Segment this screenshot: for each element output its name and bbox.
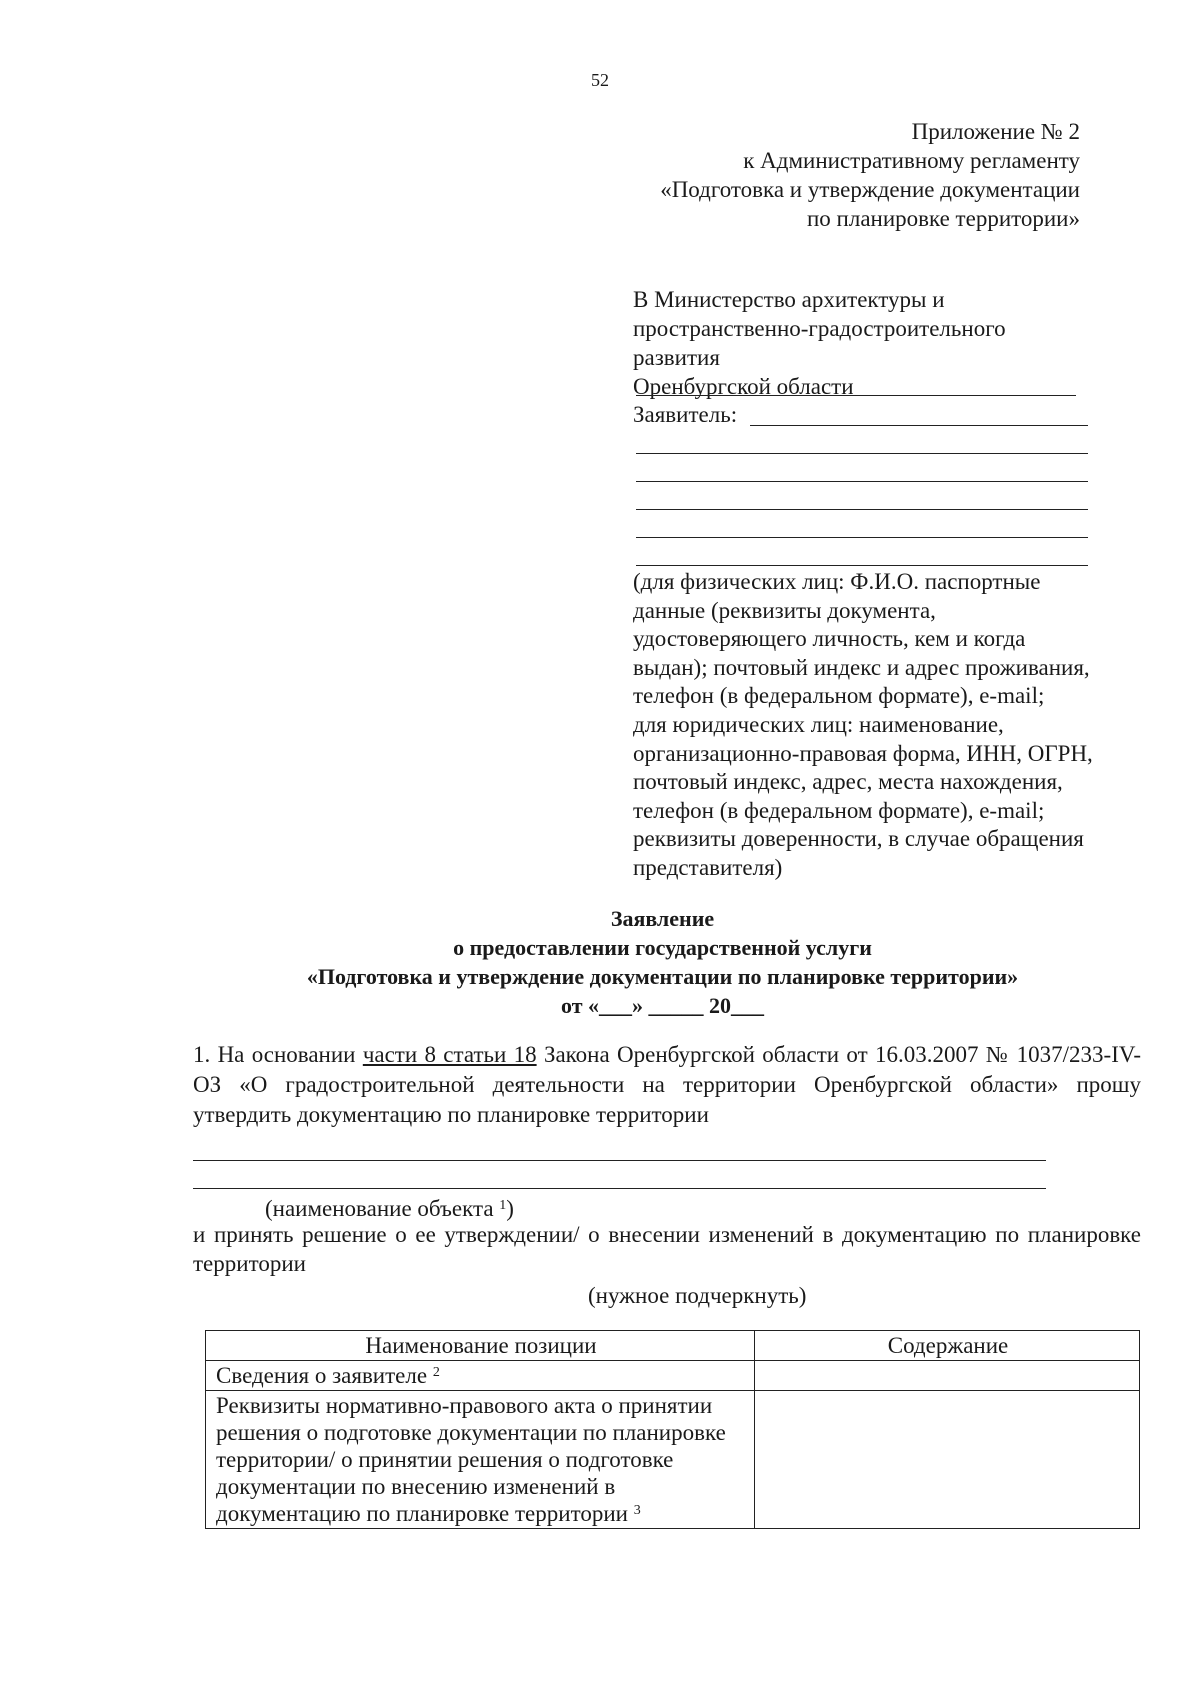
decision-paragraph: и принять решение о ее утверждении/ о внесении изменений в документацию по планировке территории <box>193 1222 1141 1276</box>
note-line: телефон (в федеральном формате), e-mail; <box>633 683 1045 709</box>
page-number: 52 <box>591 70 609 90</box>
law-article-reference: части 8 статьи 18 <box>362 1042 537 1067</box>
position-label: Реквизиты нормативно-правового акта о принятии решения о подготовке документации по планировке территории/ о принятии решения о подготовке документации по внесению изменений в документацию по планировке территории <box>216 1393 726 1526</box>
table-row <box>206 1391 1140 1529</box>
note-line: реквизиты доверенности, в случае обращения <box>633 826 1084 852</box>
note-line: телефон (в федеральном формате), e-mail; <box>633 797 1045 823</box>
note-line: организационно-правовая форма, ИНН, ОГРН, <box>633 740 1093 766</box>
appendix-line: «Подготовка и утверждение документации <box>660 177 1080 202</box>
note-line: для юридических лиц: наименование, <box>633 711 1004 737</box>
note-line: (для физических лиц: Ф.И.О. паспортные <box>633 569 1041 594</box>
footnote-marker: 3 <box>633 1503 641 1518</box>
applicant-fill-line[interactable] <box>750 425 1088 426</box>
note-line: данные (реквизиты документа, <box>633 597 936 623</box>
addressee-fill-line[interactable] <box>636 395 1076 396</box>
addressee-line: В Министерство архитектуры и <box>633 287 945 312</box>
appendix-line: к Административному регламенту <box>743 148 1080 173</box>
date-line: от «___» _____ 20___ <box>560 993 765 1018</box>
title-line: Заявление <box>610 906 715 931</box>
appendix-line: Приложение № 2 <box>911 119 1080 144</box>
content-cell[interactable] <box>755 1391 1140 1529</box>
applicant-fill-line[interactable] <box>636 565 1088 566</box>
table-header-row <box>206 1331 1140 1361</box>
paragraph-text: Закона Оренбургской области от 16.03.2007 № 1037/233-IV-ОЗ «О градостроительной деятельности на территории Оренбургской области» прошу утвердить документацию по планировке территории <box>193 1042 1142 1127</box>
request-paragraph <box>193 1040 1141 1130</box>
appendix-header <box>660 117 1080 233</box>
position-name-cell <box>206 1361 755 1391</box>
object-name-line[interactable] <box>193 1160 1046 1161</box>
underline-hint: (нужное подчеркнуть) <box>588 1283 807 1308</box>
position-label: Сведения о заявителе <box>216 1363 428 1388</box>
applicant-fill-line[interactable] <box>636 481 1088 482</box>
addressee-block <box>633 285 1093 401</box>
object-name-line[interactable] <box>193 1188 1046 1189</box>
paragraph-prefix: 1. На основании <box>193 1042 356 1067</box>
applicant-fill-line[interactable] <box>636 453 1088 454</box>
note-line: почтовый индекс, адрес, места нахождения, <box>633 769 1063 795</box>
note-line: представителя) <box>633 854 783 880</box>
content-cell[interactable] <box>755 1361 1140 1391</box>
applicant-instructions <box>633 568 1133 883</box>
caption-text: (наименование объекта <box>265 1196 494 1221</box>
application-table <box>205 1330 1140 1529</box>
table-row <box>206 1361 1140 1391</box>
column-header: Содержание <box>755 1331 1140 1361</box>
object-name-caption <box>265 1194 514 1223</box>
caption-close: ) <box>506 1196 514 1221</box>
footnote-marker: 1 <box>499 1198 507 1213</box>
document-title <box>0 904 1200 1020</box>
title-line: «Подготовка и утверждение документации по планировке территории» <box>306 964 1019 989</box>
applicant-fill-line[interactable] <box>636 537 1088 538</box>
addressee-line: пространственно-градостроительного развития <box>633 316 1006 370</box>
note-line: выдан); почтовый индекс и адрес проживания, <box>633 654 1090 680</box>
appendix-line: по планировке территории» <box>806 206 1080 231</box>
column-header: Наименование позиции <box>206 1331 755 1361</box>
title-line: о предоставлении государственной услуги <box>453 935 872 960</box>
footnote-marker: 2 <box>432 1365 440 1380</box>
note-line: удостоверяющего личность, кем и когда <box>633 626 1026 652</box>
applicant-label: Заявитель: <box>633 402 738 427</box>
addressee-line: Оренбургской области <box>633 374 854 399</box>
position-name-cell <box>206 1391 755 1529</box>
applicant-fill-line[interactable] <box>636 509 1088 510</box>
